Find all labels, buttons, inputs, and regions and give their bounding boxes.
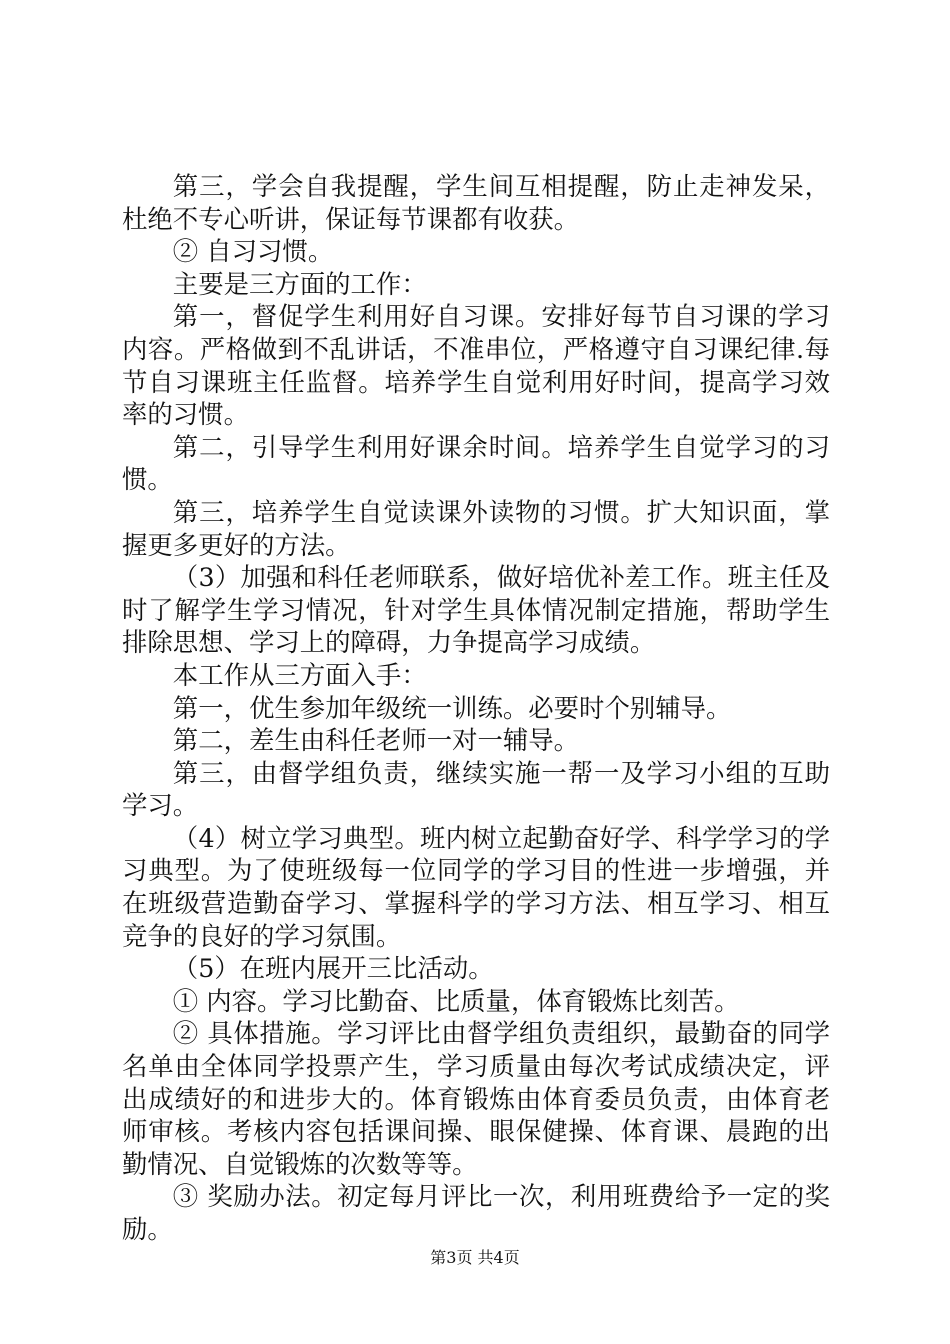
paragraph: ① 内容。学习比勤奋、比质量，体育锻炼比刻苦。 — [172, 985, 740, 1016]
paragraph: （3）加强和科任老师联系，做好培优补差工作。班主任及时了解学生学习情况，针对学生具体情况制定措施，帮助学生排除思想、学习上的障碍，力争提高学习成绩。 — [122, 562, 830, 658]
document-body — [122, 170, 830, 1246]
paragraph: 第三，培养学生自觉读课外读物的习惯。扩大知识面，掌握更多更好的方法。 — [122, 496, 830, 560]
paragraph: ② 自习习惯。 — [172, 236, 334, 267]
paragraph: 第一，优生参加年级统一训练。必要时个别辅导。 — [172, 692, 732, 723]
paragraph: 本工作从三方面入手： — [172, 659, 427, 690]
paragraph: 主要是三方面的工作： — [172, 268, 427, 299]
paragraph: （5）在班内展开三比活动。 — [172, 953, 494, 984]
paragraph: 第三，学会自我提醒，学生间互相提醒，防止走神发呆，杜绝不专心听讲，保证每节课都有收获。 — [122, 171, 830, 234]
paragraph: 第二，引导学生利用好课余时间。培养学生自觉学习的习惯。 — [122, 431, 830, 495]
page-number-footer: 第3页 共4页 — [430, 1248, 520, 1267]
paragraph: 第二，差生由科任老师一对一辅导。 — [172, 725, 580, 756]
paragraph: ③ 奖励办法。初定每月评比一次，利用班费给予一定的奖励。 — [122, 1181, 830, 1244]
paragraph: 第一，督促学生利用好自习课。安排好每节自习课的学习内容。严格做到不乱讲话，不准串位，严格遵守自习课纪律.每节自习课班主任监督。培养学生自觉利用好时间，提高学习效率的习惯。 — [122, 301, 830, 430]
paragraph: 第三，由督学组负责，继续实施一帮一及学习小组的互助学习。 — [122, 757, 830, 821]
paragraph: ② 具体措施。学习评比由督学组负责组织，最勤奋的同学名单由全体同学投票产生，学习质量由每次考试成绩决定，评出成绩好的和进步大的。体育锻炼由体育委员负责，由体育老师审核。考核内容包括课间操、眼保健操、体育课、晨跑的出勤情况、自觉锻炼的次数等等。 — [122, 1018, 830, 1179]
paragraph: （4）树立学习典型。班内树立起勤奋好学、科学学习的学习典型。为了使班级每一位同学的学习目的性进一步增强，并在班级营造勤奋学习、掌握科学的学习方法、相互学习、相互竞争的良好的学习氛围。 — [122, 822, 830, 951]
